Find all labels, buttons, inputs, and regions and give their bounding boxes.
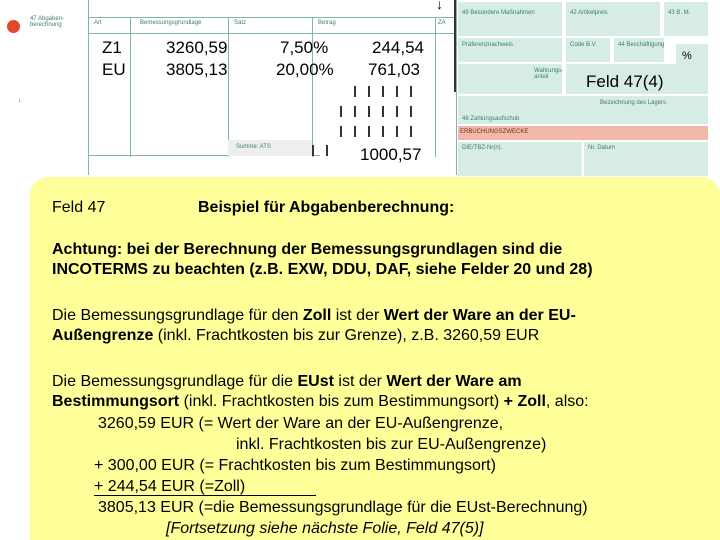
dash-mark bbox=[354, 126, 356, 137]
form-right-label: Präferenznachweis bbox=[462, 42, 514, 48]
dash-mark bbox=[382, 106, 384, 117]
form-right-label: Nr. Datum bbox=[588, 145, 616, 151]
vertical-bar bbox=[454, 0, 456, 92]
dash-mark bbox=[396, 126, 398, 137]
form-cell bbox=[458, 2, 562, 36]
row-art: Z1 bbox=[102, 38, 122, 57]
row-art: EU bbox=[102, 60, 126, 79]
dash-mark bbox=[382, 126, 384, 137]
col-za-label: ZA bbox=[438, 20, 446, 26]
dash-mark bbox=[354, 86, 356, 97]
note-feld-label: Feld 47 bbox=[52, 199, 106, 216]
note-zoll-line1: Die Bemessungsgrundlage für den Zoll ist der Wert der Ware an der EU- bbox=[52, 307, 576, 324]
summe-label: Summe: ATS bbox=[236, 144, 271, 150]
note-eust-line2: Bestimmungsort (inkl. Frachtkosten bis zum Bestimmungsort) + Zoll, also: bbox=[52, 393, 589, 410]
dash-mark bbox=[410, 126, 412, 137]
form-right-label: Bezeichnung des Lagers bbox=[600, 100, 667, 106]
total-amount: 1000,57 bbox=[360, 145, 422, 164]
col-betrag-label: Betrag bbox=[318, 20, 336, 26]
dash-mark bbox=[340, 126, 342, 137]
note-continue: [Fortsetzung siehe nächste Folie, Feld 47(5)] bbox=[166, 520, 484, 537]
form-line bbox=[88, 17, 456, 18]
note-eust-line1: Die Bemessungsgrundlage für die EUst ist der Wert der Ware am bbox=[52, 373, 522, 390]
dash-mark bbox=[326, 145, 328, 156]
note-zoll-line2: Außengrenze (inkl. Frachtkosten bis zur Grenze), z.B. 3260,59 EUR bbox=[52, 327, 540, 344]
row-basis: 3805,13 bbox=[166, 60, 228, 79]
form-right-label: Code B.V. bbox=[570, 42, 597, 48]
down-arrow-icon: ↓ bbox=[436, 0, 443, 12]
red-dot-marker bbox=[7, 20, 20, 33]
percent-label: % bbox=[682, 50, 692, 62]
form-line bbox=[456, 0, 457, 175]
row-amount: 761,03 bbox=[368, 60, 420, 79]
dash-mark bbox=[396, 86, 398, 97]
form-cell bbox=[664, 2, 708, 36]
dash-mark bbox=[410, 86, 412, 97]
note-calc-line5: 3805,13 EUR (=die Bemessungsgrundlage für die EUst-Berechnung) bbox=[98, 499, 588, 516]
note-achtung-line1: Achtung: bei der Berechnung der Bemessungsgrundlagen sind die bbox=[52, 241, 563, 258]
form-right-label: DIE/TBZ-Nr(n). bbox=[462, 145, 503, 151]
note-calc-line2: inkl. Frachtkosten bis zur EU-Außengrenze) bbox=[236, 436, 547, 453]
col-satz-label: Satz bbox=[234, 20, 247, 26]
form-line bbox=[130, 17, 131, 157]
dash-mark bbox=[382, 86, 384, 97]
note-achtung-line2: INCOTERMS zu beachten (z.B. EXW, DDU, DAF, siehe Felder 20 und 28) bbox=[52, 261, 593, 278]
dash-mark bbox=[410, 106, 412, 117]
form-line bbox=[228, 17, 229, 157]
note-calc-line1: 3260,59 EUR (= Wert der Ware an der EU-Außengrenze, bbox=[98, 415, 504, 432]
dash-mark bbox=[396, 106, 398, 117]
dash-mark bbox=[312, 145, 314, 156]
row-rate: 7,50% bbox=[280, 38, 329, 57]
form-right-label: ERBUCHUNGSZWECKE bbox=[460, 129, 529, 135]
side-marker: ↓ bbox=[18, 97, 22, 104]
field47-form-title: 47 Abgaben- berechnung bbox=[30, 16, 65, 28]
row-amount: 244,54 bbox=[372, 38, 424, 57]
dash-mark bbox=[340, 106, 342, 117]
form-right-label: 49 Besondere Maßnahmen bbox=[462, 10, 535, 16]
dash-mark bbox=[368, 126, 370, 137]
row-rate: 20,00% bbox=[276, 60, 334, 79]
dash-mark bbox=[354, 106, 356, 117]
form-right-label: Wahrungs- anteil bbox=[534, 68, 564, 80]
form-line bbox=[435, 17, 436, 157]
col-bemessung-label: Bemessungsgrundlage bbox=[140, 20, 202, 26]
form-line bbox=[88, 0, 89, 175]
form-right-label: 44 Beschäftigung bbox=[618, 42, 665, 48]
note-calc-line3: + 300,00 EUR (= Frachtkosten bis zum Bestimmungsort) bbox=[94, 457, 496, 474]
col-art-label: Art bbox=[94, 20, 102, 26]
sum-underline bbox=[94, 495, 316, 496]
form-right-label: 42 Artikelpreis bbox=[570, 10, 608, 16]
form-line bbox=[88, 33, 456, 34]
dash-mark bbox=[368, 106, 370, 117]
form-cell bbox=[566, 2, 660, 36]
row-basis: 3260,59 bbox=[166, 38, 228, 57]
feld-47-4-label: Feld 47(4) bbox=[586, 72, 664, 91]
note-calc-line4: + 244,54 EUR (=Zoll) bbox=[94, 478, 246, 495]
form-right-label: 43 B. M. bbox=[668, 10, 691, 16]
form-right-label: 48 Zahlungsaufschub bbox=[462, 116, 520, 122]
note-title: Beispiel für Abgabenberechnung: bbox=[198, 199, 455, 216]
dash-mark bbox=[368, 86, 370, 97]
